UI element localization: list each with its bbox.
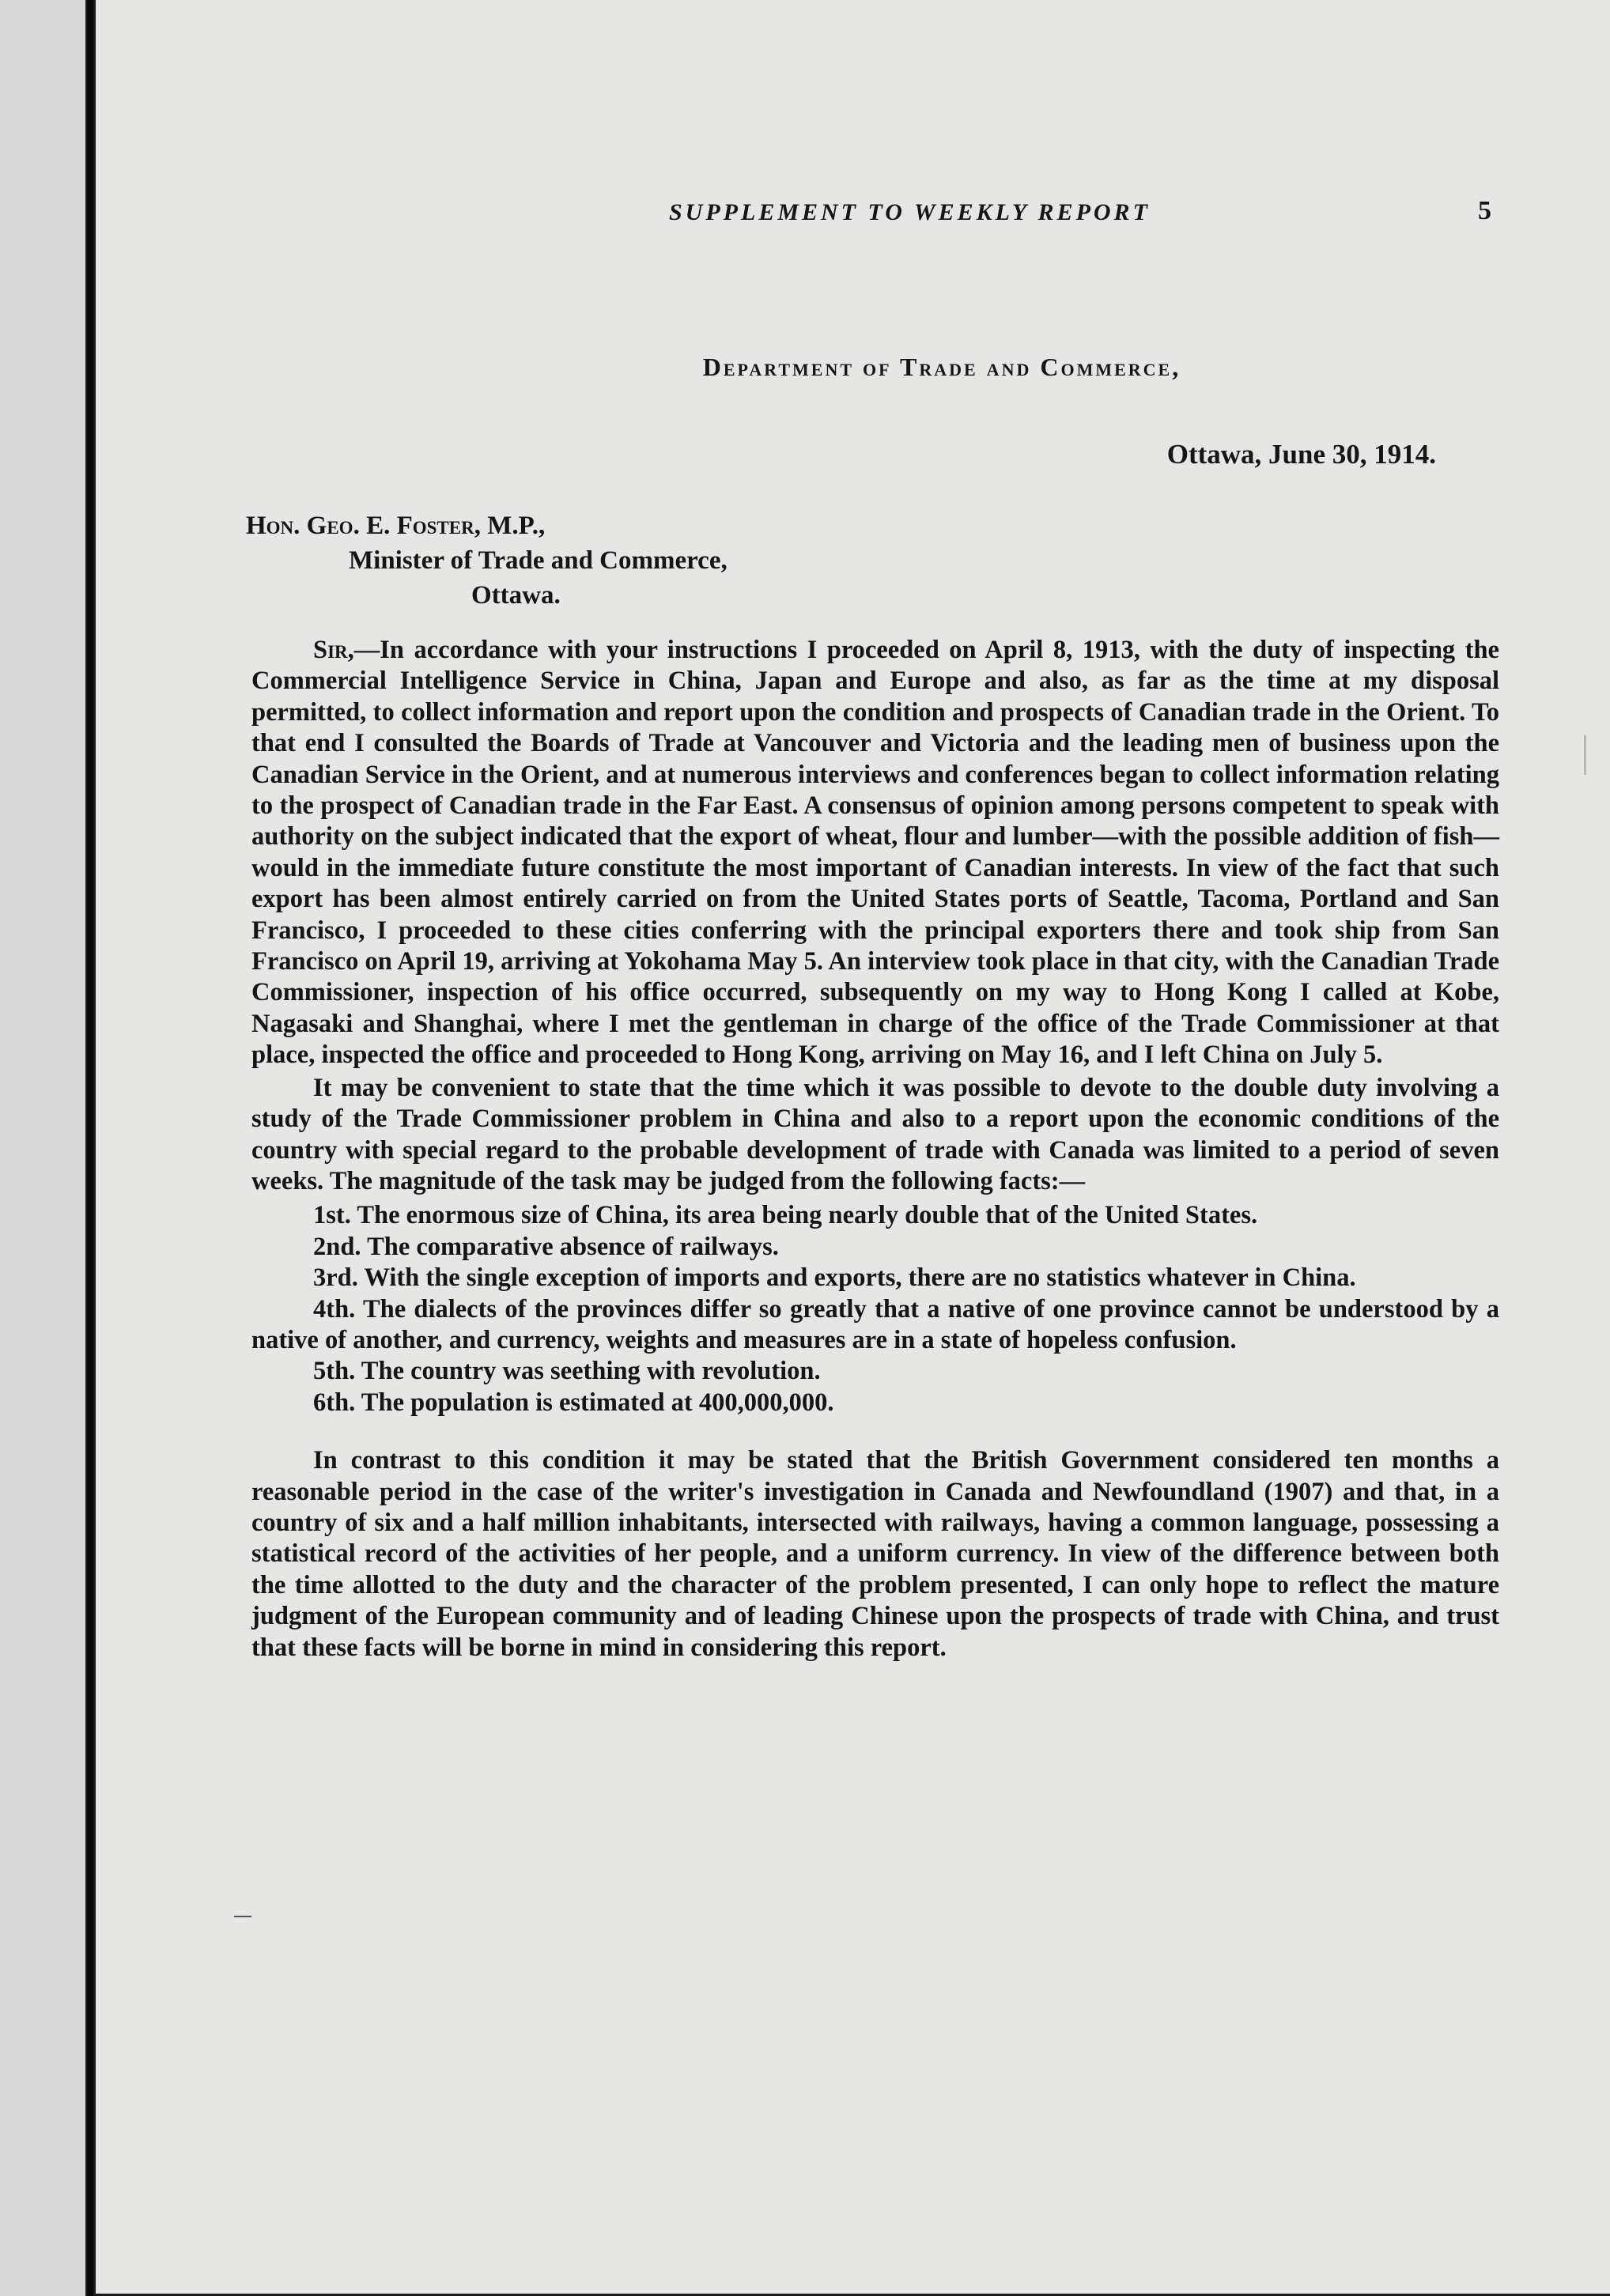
paragraph-3: In contrast to this condition it may be stated that the British Government considered ten months a reasonable period in the case of the writer's investigation in Canada and Newfoundland (1907) and that, in a country of six and a half million inhabitants, intersected with railways, having a common language, possessing a statistical record of the activities of her people, and a uniform currency. In view of the difference between both the time allotted to the duty and the character of the problem presented, I can only hope to reflect the mature judgment of the European community and of leading Chinese upon the prospects of trade with China, and trust that these facts will be borne in mind in considering this report. — [251, 1446, 1499, 1662]
paragraph-1 — [251, 635, 1499, 1071]
addressee-title: Minister of Trade and Commerce, — [349, 546, 728, 575]
running-head — [282, 187, 1491, 234]
dateline: Ottawa, June 30, 1914. — [1166, 439, 1436, 470]
list-item: 6th. The population is estimated at 400,000,000. — [313, 1388, 834, 1417]
adjacent-page-edge — [0, 0, 87, 2296]
list-item: 5th. The country was seething with revolution. — [313, 1357, 821, 1386]
list-item: 1st. The enormous size of China, its area being nearly double that of the United States. — [313, 1201, 1258, 1230]
page-number: 5 — [1478, 196, 1491, 225]
paragraph-1-text: —In accordance with your instructions I proceeded on April 8, 1913, with the duty of inspecting the Commercial Intelligence Service in China, Japan and Europe and also, as far as the time at my disposal permitted, to collect information and report upon the condition and prospects of Canadian trade in the Orient. To that end I consulted the Boards of Trade at Vancouver and Victoria and the leading men of business upon the Canadian Service in the Orient, and at numerous interviews and conferences began to collect information relating to the prospect of Canadian trade in the Far East. A consensus of opinion among persons competent to speak with authority on the subject indicated that the export of wheat, flour and lumber—with the possible addition of fish—would in the immediate future constitute the most important of Canadian interests. In view of the fact that such export has been almost entirely carried on from the United States ports of Seattle, Tacoma, Portland and San Francisco, I proceeded to these cities conferring with the principal exporters there and took ship from San Francisco on April 19, arriving at Yokohama May 5. An interview took place in that city, with the Canadian Trade Commissioner, inspection of his office occurred, subsequently on my way to Hong Kong I called at Kobe, Nagasaki and Shanghai, where I met the gentleman in charge of the office of the Trade Commissioner at that place, inspected the office and proceeded to Hong Kong, arriving on May 16, and I left China on July 5. — [251, 636, 1499, 1070]
list-item: 2nd. The comparative absence of railways. — [313, 1232, 779, 1261]
salutation: Sir, — [313, 636, 354, 664]
list-item: 4th. The dialects of the provinces differ so greatly that a native of one province cannot be understood by a native of another, and currency, weights and measures are in a state of hopeless confusion. — [251, 1294, 1499, 1354]
page-content — [246, 187, 1499, 1663]
addressee-block — [246, 508, 1483, 613]
addressee-name: Hon. Geo. E. Foster, M.P., — [246, 512, 546, 540]
letter-body — [251, 635, 1499, 1663]
paragraph-2: It may be convenient to state that the time which it was possible to devote to the double duty involving a study of the Trade Commissioner problem in China and also to a report upon the economic conditions of the country with special regard to the probable development of trade with Canada was limited to a period of seven weeks. The magnitude of the task may be judged from the following facts:— — [251, 1073, 1499, 1195]
department-heading: Department of Trade and Commerce, — [702, 353, 1181, 381]
facts-list — [251, 1200, 1499, 1418]
margin-dash-mark — [234, 1916, 251, 1917]
list-item: 3rd. With the single exception of imports and exports, there are no statistics whatever in China. — [313, 1263, 1356, 1293]
addressee-place: Ottawa. — [471, 581, 561, 610]
running-title: SUPPLEMENT TO WEEKLY REPORT — [669, 199, 1151, 225]
document-page — [93, 0, 1610, 2296]
page-edge-mark — [1570, 735, 1586, 775]
